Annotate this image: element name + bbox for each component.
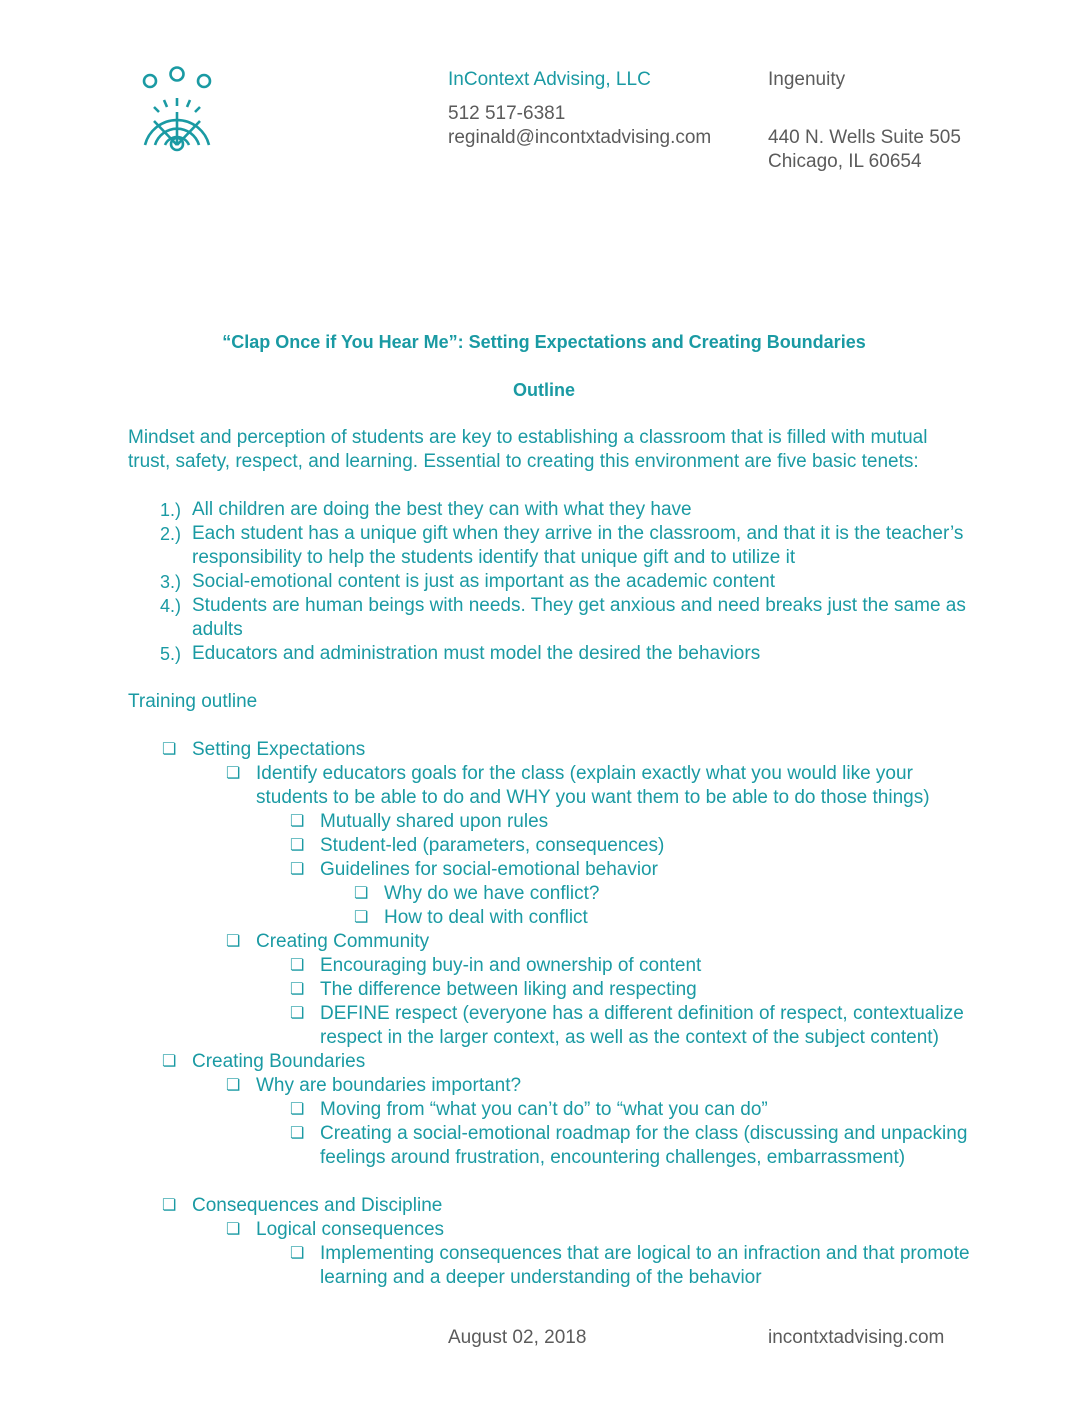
checkbox-bullet-icon: ❏ <box>162 1197 177 1214</box>
outline-item-text: DEFINE respect (everyone has a different definition of respect, contextualize <box>320 1003 964 1024</box>
outline-item-text: Identify educators goals for the class (explain exactly what you would like your <box>256 763 913 784</box>
outline-item-text: respect in the larger context, as well as the context of the subject content) <box>320 1027 939 1048</box>
company-email: reginald@incontxtadvising.com <box>448 127 712 148</box>
training-outline-heading: Training outline <box>128 691 258 712</box>
footer-website: incontxtadvising.com <box>768 1327 945 1348</box>
tenet-text: Educators and administration must model the desired the behaviors <box>192 643 761 664</box>
intro-line: Mindset and perception of students are key to establishing a classroom that is filled with mutual <box>128 427 928 448</box>
outline-item-text: Student-led (parameters, consequences) <box>320 835 665 856</box>
checkbox-bullet-icon: ❏ <box>162 741 177 758</box>
tenet-text: Social-emotional content is just as important as the academic content <box>192 571 775 592</box>
checkbox-bullet-icon: ❏ <box>290 1125 305 1142</box>
checkbox-bullet-icon: ❏ <box>290 1005 305 1022</box>
outline-item-text: Why are boundaries important? <box>256 1075 522 1096</box>
outline-item-text: Consequences and Discipline <box>192 1195 443 1216</box>
outline-item-text: How to deal with conflict <box>384 907 588 928</box>
tenet-text: adults <box>192 619 243 640</box>
checkbox-bullet-icon: ❏ <box>290 981 305 998</box>
outline-item-text: Why do we have conflict? <box>384 883 600 904</box>
checkbox-bullet-icon: ❏ <box>226 765 241 782</box>
tenet-text: Students are human beings with needs. They get anxious and need breaks just the same as <box>192 595 966 616</box>
checkbox-bullet-icon: ❏ <box>290 957 305 974</box>
outline-item-text: Logical consequences <box>256 1219 445 1240</box>
outline-item-text: Creating Community <box>256 931 430 952</box>
tenet-text: All children are doing the best they can with what they have <box>192 499 692 520</box>
outline-item-text: learning and a deeper understanding of the behavior <box>320 1267 762 1288</box>
document-subtitle: Outline <box>513 380 575 400</box>
checkbox-bullet-icon: ❏ <box>354 885 369 902</box>
tenet-number: 2.) <box>160 524 182 544</box>
checkbox-bullet-icon: ❏ <box>290 813 305 830</box>
intro-line: trust, safety, respect, and learning. Essential to creating this environment are five basic tenets: <box>128 451 919 472</box>
company-phone: 512 517-6381 <box>448 103 566 124</box>
checkbox-bullet-icon: ❏ <box>226 1077 241 1094</box>
tenet-text: responsibility to help the students identify that unique gift and to utilize it <box>192 547 796 568</box>
outline-item-text: Creating a social-emotional roadmap for the class (discussing and unpacking <box>320 1123 968 1144</box>
tenet-text: Each student has a unique gift when they arrive in the classroom, and that it is the teacher’s <box>192 523 964 544</box>
outline-item-text: The difference between liking and respecting <box>320 979 697 1000</box>
outline-item-text: Guidelines for social-emotional behavior <box>320 859 658 880</box>
checkbox-bullet-icon: ❏ <box>290 1101 305 1118</box>
tenet-number: 1.) <box>160 500 182 520</box>
footer-date: August 02, 2018 <box>448 1327 587 1348</box>
client-address-line1: 440 N. Wells Suite 505 <box>768 127 961 148</box>
client-address-line2: Chicago, IL 60654 <box>768 151 922 172</box>
tenet-number: 5.) <box>160 644 182 664</box>
outline-item-text: Mutually shared upon rules <box>320 811 549 832</box>
company-logo <box>140 66 216 152</box>
tenet-number: 4.) <box>160 596 182 616</box>
outline-item-text: Creating Boundaries <box>192 1051 366 1072</box>
checkbox-bullet-icon: ❏ <box>354 909 369 926</box>
checkbox-bullet-icon: ❏ <box>290 1245 305 1262</box>
outline-item-text: students to be able to do and WHY you want them to be able to do those things) <box>256 787 930 808</box>
outline-item-text: Encouraging buy-in and ownership of content <box>320 955 702 976</box>
intro-paragraph <box>128 426 958 474</box>
company-name: InContext Advising, LLC <box>448 69 651 90</box>
tenet-number: 3.) <box>160 572 182 592</box>
client-name: Ingenuity <box>768 69 846 90</box>
checkbox-bullet-icon: ❏ <box>226 1221 241 1238</box>
checkbox-bullet-icon: ❏ <box>290 861 305 878</box>
outline-item-text: Moving from “what you can’t do” to “what you can do” <box>320 1099 768 1120</box>
outline-item-text: Setting Expectations <box>192 739 366 760</box>
document-title: “Clap Once if You Hear Me”: Setting Expectations and Creating Boundaries <box>222 332 866 352</box>
checkbox-bullet-icon: ❏ <box>290 837 305 854</box>
checkbox-bullet-icon: ❏ <box>226 933 241 950</box>
checkbox-bullet-icon: ❏ <box>162 1053 177 1070</box>
outline-item-text: feelings around frustration, encountering challenges, embarrassment) <box>320 1147 906 1168</box>
outline-item-text: Implementing consequences that are logical to an infraction and that promote <box>320 1243 970 1264</box>
